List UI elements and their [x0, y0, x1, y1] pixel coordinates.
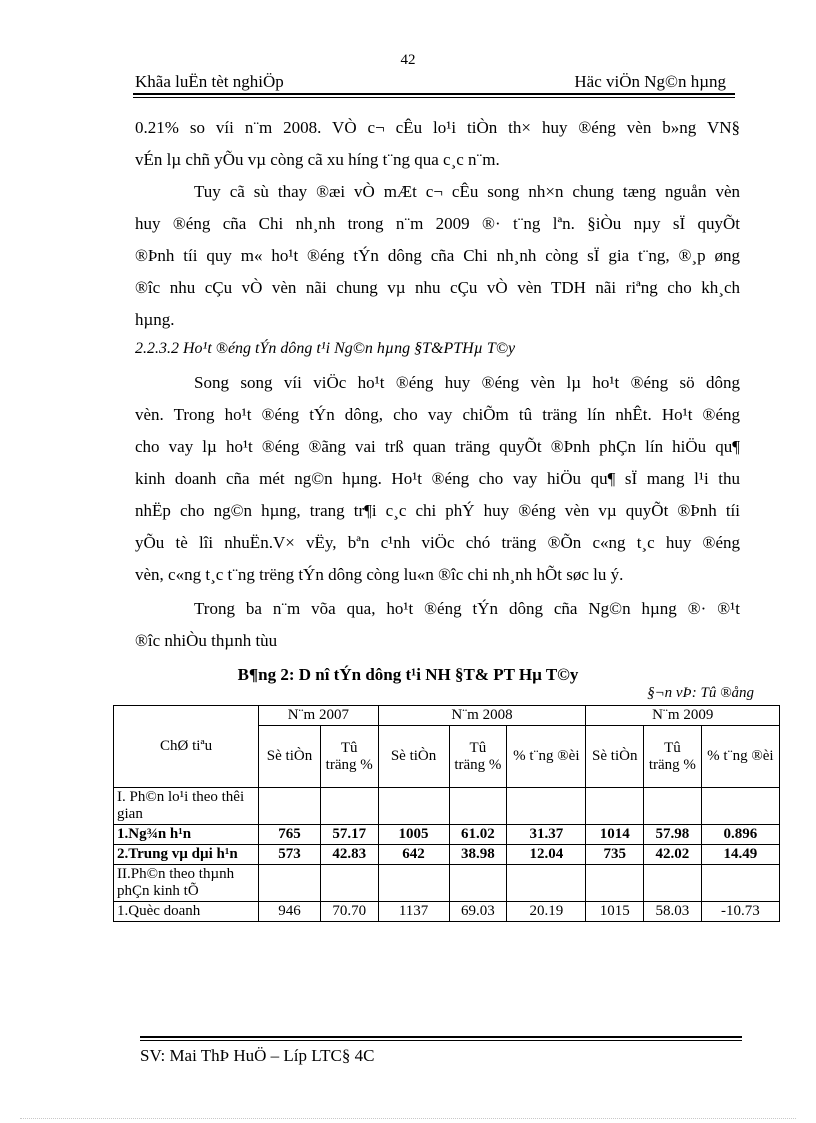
- loan-table: [113, 705, 780, 922]
- table-cell: -10.73: [701, 902, 779, 922]
- table-cell: [507, 865, 586, 902]
- col-header-share: Tû träng %: [644, 726, 702, 788]
- text-line: Tuy cã sù thay ®æi vÒ mÆt c¬ cÊu song nh×n chung tæng nguån vèn: [194, 182, 740, 201]
- footer-rule: [140, 1036, 742, 1038]
- paragraph-3: [135, 367, 740, 591]
- text-line: ®îc nhiÒu thµnh tùu: [135, 631, 278, 650]
- corner-header: ChØ tiªu: [114, 706, 259, 788]
- table-cell: 1014: [586, 825, 644, 845]
- table-row: [114, 825, 780, 845]
- paragraph-1: [135, 112, 740, 176]
- header-rule: [133, 93, 735, 95]
- table-cell: 1015: [586, 902, 644, 922]
- col-header-amount: Sè tiÒn: [259, 726, 321, 788]
- table-cell: 642: [378, 845, 449, 865]
- table-cell: [644, 788, 702, 825]
- text-line: Song song víi viÖc ho¹t ®éng huy ®éng vèn lµ ho¹t ®éng sö dông: [194, 373, 740, 392]
- row-label: I. Ph©n lo¹i theo thêi gian: [114, 788, 259, 825]
- table-cell: 42.02: [644, 845, 702, 865]
- table-cell: 765: [259, 825, 321, 845]
- table-row: [114, 902, 780, 922]
- table-cell: 573: [259, 845, 321, 865]
- table-cell: 14.49: [701, 845, 779, 865]
- table-cell: 735: [586, 845, 644, 865]
- text-line: vèn. Trong ho¹t ®éng tÝn dông, cho vay chiÕm tû träng lín nhÊt. Ho¹t ®éng: [135, 405, 740, 424]
- table-cell: 61.02: [449, 825, 507, 845]
- header-institution: Häc viÖn Ng©n hµng: [574, 72, 726, 91]
- table-cell: 0.896: [701, 825, 779, 845]
- header-rule-thin: [133, 97, 735, 98]
- col-header-amount: Sè tiÒn: [586, 726, 644, 788]
- row-label: 1.Ng¾n h¹n: [114, 825, 259, 845]
- table-cell: [320, 788, 378, 825]
- table-cell: 42.83: [320, 845, 378, 865]
- table-cell: [449, 865, 507, 902]
- table-cell: 69.03: [449, 902, 507, 922]
- header-thesis-title: Khãa luËn tèt nghiÖp: [135, 72, 284, 91]
- table-cell: [701, 788, 779, 825]
- table-cell: [449, 788, 507, 825]
- text-line: huy ®éng cña Chi nh¸nh trong n¨m 2009 ®· t¨ng lªn. §iÒu nµy sÏ quyÕt: [135, 214, 740, 233]
- table-cell: [378, 788, 449, 825]
- table-row: [114, 865, 780, 902]
- row-label: 2.Trung vµ dµi h¹n: [114, 845, 259, 865]
- text-line: ®Þnh tíi quy m« ho¹t ®éng tÝn dông cña Chi nh¸nh còng sÏ gia t¨ng, ®¸p øng: [135, 246, 740, 265]
- col-header-growth: % t¨ng ®èi: [507, 726, 586, 788]
- table-cell: [644, 865, 702, 902]
- col-header-share: Tû träng %: [320, 726, 378, 788]
- table-cell: [586, 865, 644, 902]
- table-cell: 1137: [378, 902, 449, 922]
- table-title: B¶ng 2: D nî tÝn dông t¹i NH §T& PT Hµ T©y: [237, 665, 579, 684]
- table-cell: 12.04: [507, 845, 586, 865]
- section-subheading: 2.2.3.2 Ho¹t ®éng tÝn dông t¹i Ng©n hµng §T&PTHµ T©y: [135, 340, 516, 357]
- text-line: vèn, c«ng t¸c t¨ng trëng tÝn dông còng lu«n ®îc chi nh¸nh hÕt søc lu ý.: [135, 565, 624, 584]
- year-header: N¨m 2007: [259, 706, 378, 726]
- table-cell: [259, 788, 321, 825]
- footer-student-info: SV: Mai ThÞ HuÖ – Líp LTC§ 4C: [140, 1046, 375, 1065]
- page-edge-divider: [20, 1118, 796, 1119]
- table-row: [114, 788, 780, 825]
- text-line: ®îc nhu cÇu vÒ vèn nãi chung vµ nhu cÇu vÒ vèn TDH nãi riªng cho kh¸ch: [135, 278, 740, 297]
- table-row: [114, 845, 780, 865]
- text-line: hµng.: [135, 310, 175, 329]
- text-line: kinh doanh cña mét ng©n hµng. Ho¹t ®éng cho vay hiÖu qu¶ sÏ mang l¹i thu: [135, 469, 740, 488]
- table-header-row: [114, 706, 780, 726]
- text-line: cho vay lµ ho¹t ®éng ®ãng vai trß quan träng quyÕt ®Þnh phÇn lín hiÖu qu¶: [135, 437, 740, 456]
- paragraph-2: [135, 176, 740, 336]
- table-cell: 20.19: [507, 902, 586, 922]
- table-cell: [378, 865, 449, 902]
- paragraph-4: [135, 593, 740, 657]
- row-label: II.Ph©n theo thµnh phÇn kinh tÕ: [114, 865, 259, 902]
- table-cell: 1005: [378, 825, 449, 845]
- text-line: nhËp cho ng©n hµng, trang tr¶i c¸c chi phÝ huy ®éng vèn vµ quyÕt ®Þnh tíi: [135, 501, 740, 520]
- table-cell: [586, 788, 644, 825]
- text-line: yÕu tè lîi nhuËn.V× vËy, bªn c¹nh viÖc chó träng ®Õn c«ng t¸c huy ®éng: [135, 533, 740, 552]
- col-header-growth: % t¨ng ®èi: [701, 726, 779, 788]
- year-header: N¨m 2008: [378, 706, 586, 726]
- table-cell: [701, 865, 779, 902]
- table-unit: §¬n vÞ: Tû ®ång: [647, 685, 754, 701]
- footer-rule-thin: [140, 1040, 742, 1041]
- table-cell: 38.98: [449, 845, 507, 865]
- table-cell: 58.03: [644, 902, 702, 922]
- text-line: 0.21% so víi n¨m 2008. VÒ c¬ cÊu lo¹i tiÒn th× huy ®éng vèn b»ng VN§: [135, 118, 740, 137]
- table-cell: [259, 865, 321, 902]
- table-cell: 57.17: [320, 825, 378, 845]
- row-label: 1.Quèc doanh: [114, 902, 259, 922]
- table-cell: 70.70: [320, 902, 378, 922]
- table-cell: 31.37: [507, 825, 586, 845]
- table-cell: 57.98: [644, 825, 702, 845]
- year-header: N¨m 2009: [586, 706, 780, 726]
- text-line: vÉn lµ chñ yÕu vµ còng cã xu híng t¨ng qua c¸c n¨m.: [135, 150, 500, 169]
- table-cell: [320, 865, 378, 902]
- table-cell: 946: [259, 902, 321, 922]
- text-line: Trong ba n¨m võa qua, ho¹t ®éng tÝn dông cña Ng©n hµng ®· ®¹t: [194, 599, 740, 618]
- page-number: 42: [400, 52, 416, 68]
- col-header-amount: Sè tiÒn: [378, 726, 449, 788]
- table-cell: [507, 788, 586, 825]
- col-header-share: Tû träng %: [449, 726, 507, 788]
